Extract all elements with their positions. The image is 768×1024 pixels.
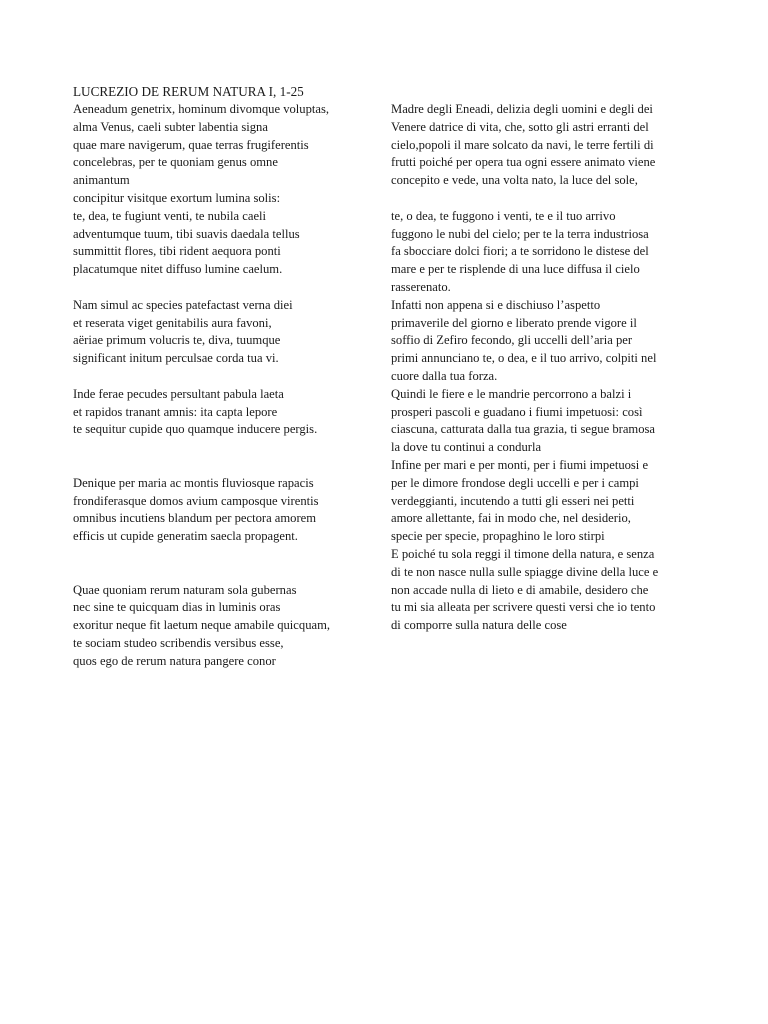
latin-blank-line — [73, 546, 373, 564]
latin-blank-line — [73, 368, 373, 386]
italian-text-line: cielo,popoli il mare solcato da navi, le terre fertili di — [391, 137, 654, 152]
italian-text-line: amore allettante, fai in modo che, nel desiderio, — [391, 511, 631, 526]
document-title: LUCREZIO DE RERUM NATURA I, 1-25 — [73, 84, 304, 99]
italian-text-line: prosperi pascoli e guadano i fiumi impetuosi: così — [391, 404, 643, 419]
latin-text-line: te sociam studeo scribendis versibus esse, — [73, 635, 284, 650]
latin-text-line: placatumque nitet diffuso lumine caelum. — [73, 262, 283, 277]
latin-text-line: frondiferasque domos avium camposque virentis — [73, 493, 319, 508]
latin-text-line: significant initum perculsae corda tua vi. — [73, 351, 279, 366]
latin-text-line: adventumque tuum, tibi suavis daedala tellus — [73, 226, 300, 241]
italian-text-line: di te non nasce nulla sulle spiagge divine della luce e — [391, 564, 659, 579]
italian-text-line: fa sbocciare dolci fiori; a te sorridono le distese del — [391, 244, 649, 259]
latin-text-line: Denique per maria ac montis fluviosque rapacis — [73, 475, 314, 490]
italian-text-line: primi annunciano te, o dea, e il tuo arrivo, colpiti nel — [391, 351, 657, 366]
latin-text-line: omnibus incutiens blandum per pectora amorem — [73, 511, 317, 526]
italian-text-line: la dove tu continui a condurla — [391, 440, 542, 455]
italian-text-line: Venere datrice di vita, che, sotto gli astri erranti del — [391, 119, 649, 134]
italian-text-line: rasserenato. — [391, 279, 451, 294]
latin-blank-line — [73, 279, 373, 297]
latin-text-line: quae mare navigerum, quae terras frugiferentis — [73, 137, 309, 152]
latin-text-line: Nam simul ac species patefactast verna diei — [73, 297, 293, 312]
italian-text-line: Infatti non appena si e dischiuso l’aspetto — [391, 297, 601, 312]
latin-text-line: te, dea, te fugiunt venti, te nubila caeli — [73, 208, 267, 223]
italian-text-line: soffio di Zefiro fecondo, gli uccelli dell’aria per — [391, 333, 633, 348]
latin-text-line: et rapidos tranant amnis: ita capta lepore — [73, 404, 278, 419]
latin-text-line: summittit flores, tibi rident aequora ponti — [73, 244, 281, 259]
latin-blank-line — [73, 457, 373, 475]
italian-text-line: ciascuna, catturata dalla tua grazia, ti segue bramosa — [391, 422, 655, 437]
italian-blank-line — [391, 190, 703, 208]
latin-blank-line — [73, 439, 373, 457]
latin-text-line: efficis ut cupide generatim saecla propagent. — [73, 529, 298, 544]
italian-text-line: mare e per te risplende di una luce diffusa il cielo — [391, 262, 640, 277]
italian-text-line: Quindi le fiere e le mandrie percorrono a balzi i — [391, 386, 632, 401]
latin-text-line: Inde ferae pecudes persultant pabula laeta — [73, 386, 284, 401]
latin-text-line: quos ego de rerum natura pangere conor — [73, 653, 276, 668]
latin-text-line: concelebras, per te quoniam genus omne — [73, 155, 278, 170]
italian-text-line: frutti poiché per opera tua ogni essere animato viene — [391, 155, 656, 170]
latin-blank-line — [73, 564, 373, 582]
italian-text-line: non accade nulla di lieto e di amabile, desidero che — [391, 582, 649, 597]
italian-text-line: specie per specie, propaghino le loro stirpi — [391, 529, 605, 544]
italian-text-line: verdeggianti, incutendo a tutti gli esseri nei petti — [391, 493, 635, 508]
italian-text-line: E poiché tu sola reggi il timone della natura, e senza — [391, 546, 655, 561]
italian-text-line: te, o dea, te fuggono i venti, te e il tuo arrivo — [391, 208, 616, 223]
latin-text-line: exoritur neque fit laetum neque amabile quicquam, — [73, 618, 331, 633]
italian-text-line: fuggono le nubi del cielo; per te la terra industriosa — [391, 226, 649, 241]
italian-column — [391, 101, 703, 635]
latin-text-line: animantum — [73, 173, 130, 188]
latin-text-line: concipitur visitque exortum lumina solis: — [73, 190, 281, 205]
italian-text-line: Madre degli Eneadi, delizia degli uomini e degli dei — [391, 102, 653, 116]
italian-text-line: tu mi sia alleata per scrivere questi versi che io tento — [391, 600, 656, 615]
italian-text-line: primaverile del giorno e liberato prende vigore il — [391, 315, 637, 330]
italian-text-line: concepito e vede, una volta nato, la luce del sole, — [391, 173, 638, 188]
italian-text-line: di comporre sulla natura delle cose — [391, 618, 567, 633]
latin-text-line: te sequitur cupide quo quamque inducere pergis. — [73, 422, 318, 437]
latin-text-line: Quae quoniam rerum naturam sola gubernas — [73, 582, 297, 597]
latin-text-line: nec sine te quicquam dias in luminis oras — [73, 600, 281, 615]
latin-column — [73, 101, 373, 671]
latin-text-line: alma Venus, caeli subter labentia signa — [73, 119, 268, 134]
latin-text-line: aëriae primum volucris te, diva, tuumque — [73, 333, 281, 348]
latin-text-line: et reserata viget genitabilis aura favoni, — [73, 315, 272, 330]
italian-text-line: Infine per mari e per monti, per i fiumi impetuosi e — [391, 457, 649, 472]
italian-text-line: per le dimore frondose degli uccelli e per i campi — [391, 475, 639, 490]
italian-text-line: cuore dalla tua forza. — [391, 368, 498, 383]
latin-text-line: Aeneadum genetrix, hominum divomque voluptas, — [73, 102, 330, 116]
